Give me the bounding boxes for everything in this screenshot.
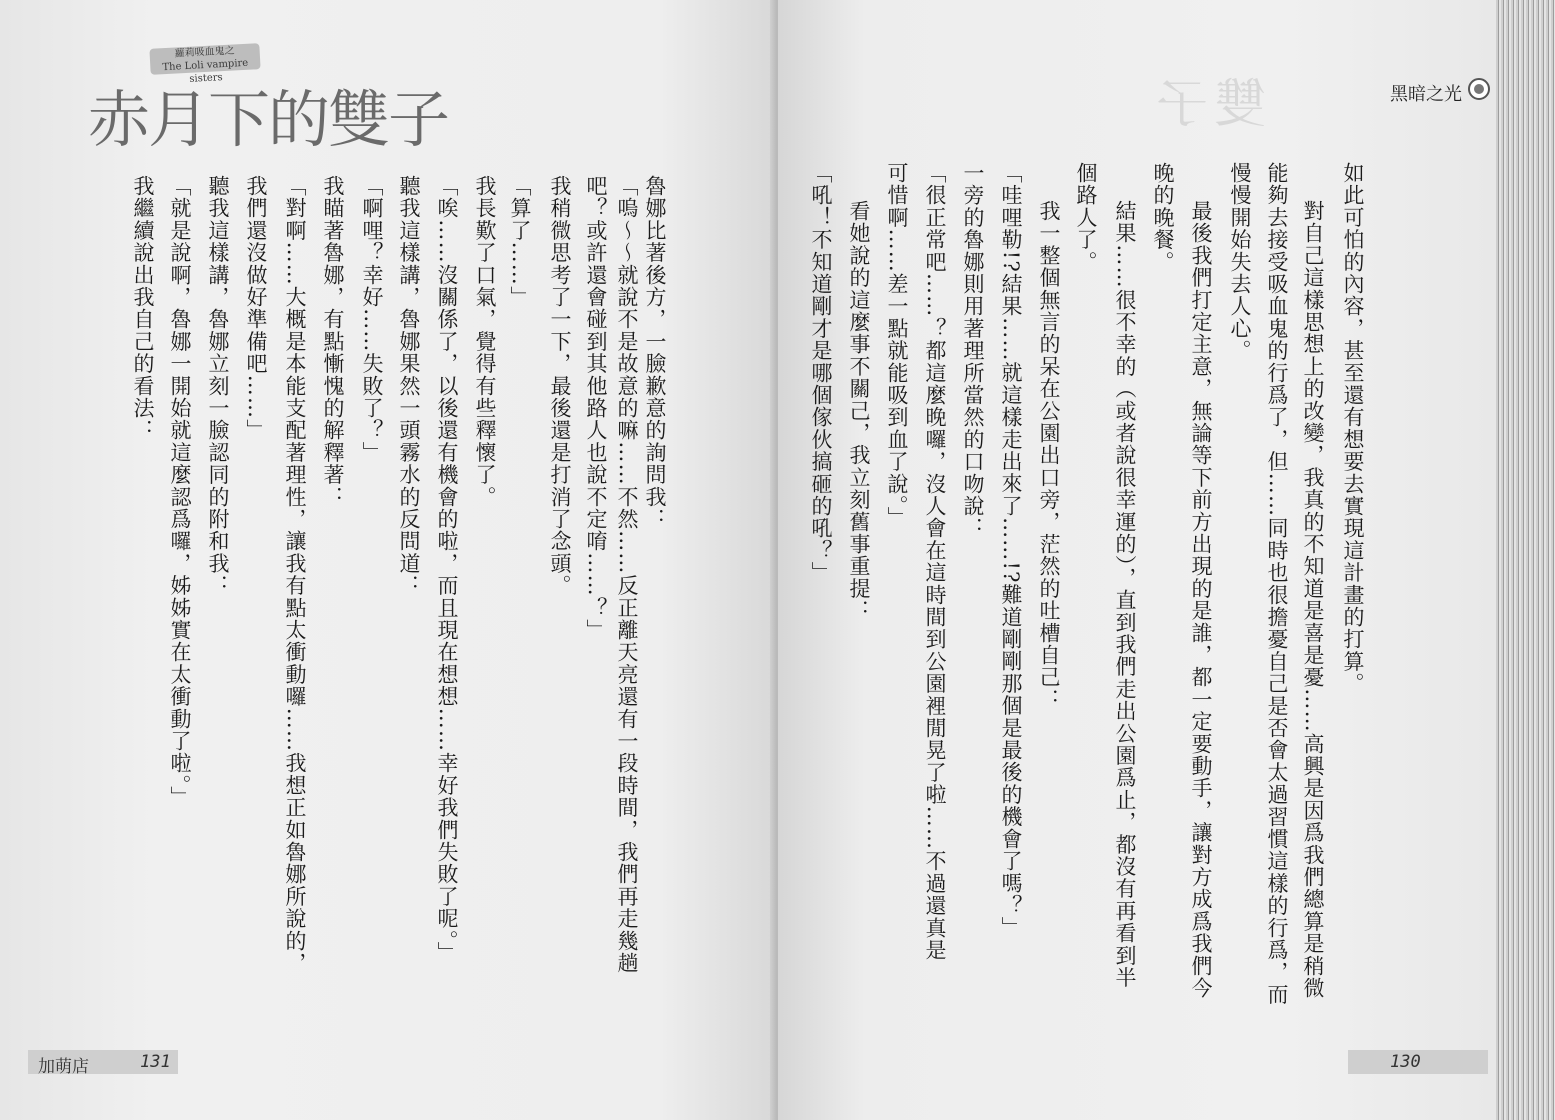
text-column: 「唉……沒關係了，以後還有機會的啦，而且現在想想……幸好我們失敗了呢。」 [435,175,459,964]
text-column: 晚的晚餐。 [1151,162,1175,273]
text-column: 「很正常吧……？都這麼晚囉，沒人會在這時間到公園裡閒晃了啦……不過還真是 [923,162,947,962]
text-column: 最後我們打定主意，無論等下前方出現的是誰，都一定要動手，讓對方成爲我們今 [1189,200,1213,1000]
text-column: 我一整個無言的呆在公園出口旁，茫然的吐槽自己： [1037,200,1061,711]
text-column: 可惜啊……差一點就能吸到血了說。」 [885,162,909,529]
text-column: 聽我這樣講，魯娜立刻一臉認同的附和我： [206,175,230,597]
text-column: 如此可怕的內容，甚至還有想要去實現這計畫的打算。 [1341,162,1365,695]
text-column: 對自己這樣思想上的改變，我真的不知道是喜是憂……高興是因爲我們總算是稍微 [1301,200,1325,1000]
series-chinese: 蘿莉吸血鬼之 [174,45,235,60]
book-title: 赤月下的雙子 [88,83,449,156]
series-english: The Loli vampire sisters [162,57,249,85]
page-edges [1496,0,1555,1120]
text-column: 聽我這樣講，魯娜果然一頭霧水的反問道： [397,175,421,597]
text-column: 我長歎了口氣，覺得有些釋懷了。 [473,175,497,508]
page-number: 130 [1390,1052,1421,1072]
text-column: 我們還沒做好準備吧……」 [244,175,268,442]
text-column: 吧？或許還會碰到其他路人也說不定唷……？」 [584,175,608,642]
text-column: 「啊哩？幸好……失敗了？」 [360,175,384,464]
text-column: 「哇哩勒!?結果……就這樣走出來了……!?難道剛剛那個是最後的機會了嗎？」 [999,162,1023,939]
text-column: 結果……很不幸的（或者說很幸運的），直到我們走出公園爲止，都沒有再看到半 [1113,200,1137,989]
page-number: 131 [140,1052,171,1072]
text-column: 看她說的這麼事不關己，我立刻舊事重提： [847,200,871,622]
ghost-header-graphic: 雙子 [1150,75,1267,135]
text-column: 個路人了。 [1074,162,1098,273]
publisher-name: 加萌店 [38,1057,89,1077]
text-column: 慢慢開始失去人心。 [1228,162,1252,362]
text-column: 一旁的魯娜則用著理所當然的口吻說： [961,162,985,540]
text-column: 「對啊……大概是本能支配著理性，讓我有點太衝動囉……我想正如魯娜所說的， [283,175,307,975]
text-column: 「嗚～～就說不是故意的嘛……不然……反正離天亮還有一段時間，我們再走幾趟 [615,175,639,975]
text-column: 「吼！不知道剛才是哪個傢伙搞砸的吼？」 [809,162,833,584]
chapter-title: 黑暗之光 [1390,84,1462,105]
text-column: 我瞄著魯娜，有點慚愧的解釋著： [321,175,345,508]
text-column: 魯娜比著後方，一臉歉意的詢問我： [643,175,667,531]
text-column: 我繼續說出我自己的看法： [131,175,155,442]
chapter-emblem-icon [1468,78,1490,100]
left-page [0,0,776,1120]
text-column: 「就是說啊，魯娜一開始就這麼認爲囉，姊姊實在太衝動了啦。」 [168,175,192,809]
text-column: 「算了……」 [508,175,532,309]
right-page [778,0,1498,1120]
text-column: 能夠去接受吸血鬼的行爲了，但……同時也很擔憂自己是否會太過習慣這樣的行爲，而 [1265,162,1289,1006]
text-column: 我稍微思考了一下，最後還是打消了念頭。 [548,175,572,597]
